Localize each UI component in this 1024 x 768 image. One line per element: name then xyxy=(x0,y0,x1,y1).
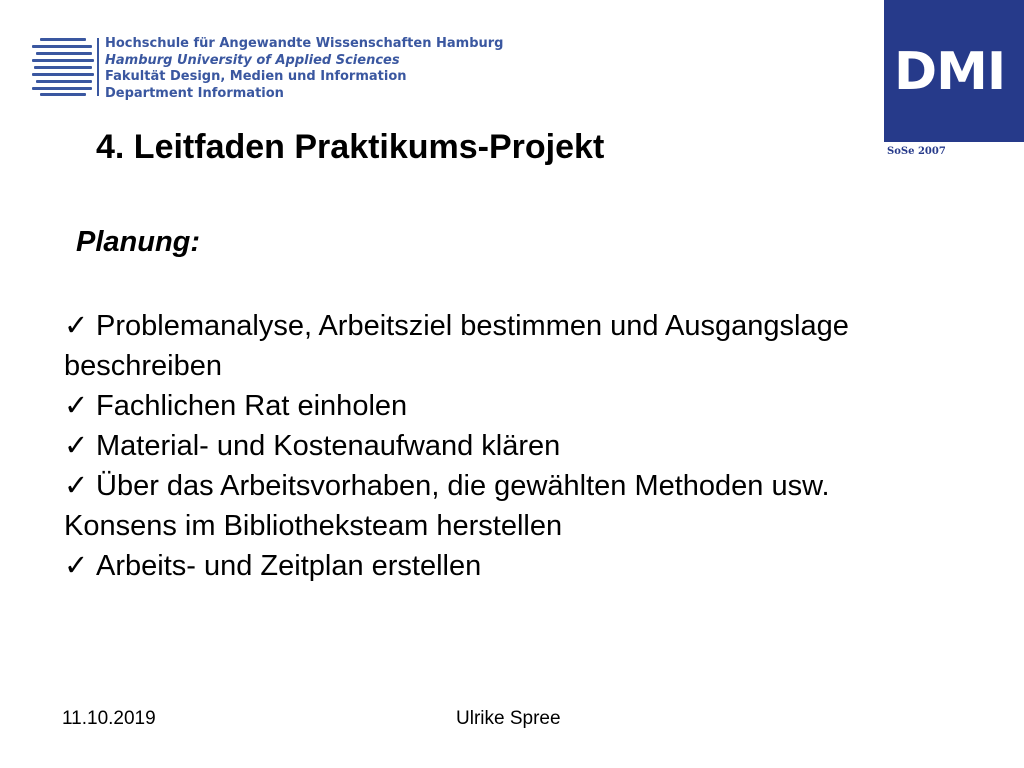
list-item-text: Material- und Kostenaufwand klären xyxy=(96,430,561,462)
checkmark-icon: ✓ xyxy=(64,430,89,462)
checkmark-icon: ✓ xyxy=(64,470,89,502)
institution-name xyxy=(105,36,503,102)
dmi-logo-text: DMI xyxy=(894,42,1006,102)
list-item xyxy=(64,306,924,386)
institution-line-4: Department Information xyxy=(105,85,284,101)
slide-subtitle: Planung: xyxy=(76,226,201,258)
list-item-text: Arbeits- und Zeitplan erstellen xyxy=(96,550,482,582)
checkmark-icon: ✓ xyxy=(64,390,89,422)
checkmark-icon: ✓ xyxy=(64,310,89,342)
slide-title: 4. Leitfaden Praktikums-Projekt xyxy=(96,128,605,166)
dmi-logo xyxy=(884,0,1024,142)
bullet-list xyxy=(64,306,924,586)
logo-divider xyxy=(97,38,99,96)
list-item xyxy=(64,386,924,426)
checkmark-icon: ✓ xyxy=(64,550,89,582)
institution-line-3: Fakultät Design, Medien und Information xyxy=(105,69,407,84)
term-label: SoSe 2007 xyxy=(887,146,946,157)
footer-date: 11.10.2019 xyxy=(62,708,156,729)
haw-logo-icon xyxy=(32,38,94,96)
footer-author: Ulrike Spree xyxy=(456,708,561,729)
list-item-text: Fachlichen Rat einholen xyxy=(96,390,408,422)
list-item xyxy=(64,546,924,586)
list-item xyxy=(64,466,924,546)
list-item-text: Problemanalyse, Arbeitsziel bestimmen und Ausgangslage beschreiben xyxy=(64,310,849,382)
list-item xyxy=(64,426,924,466)
institution-line-1: Hochschule für Angewandte Wissenschaften Hamburg xyxy=(105,36,504,51)
institution-line-2: Hamburg University of Applied Sciences xyxy=(105,52,400,68)
list-item-text: Über das Arbeitsvorhaben, die gewählten Methoden usw. Konsens im Bibliotheksteam herstellen xyxy=(64,470,830,542)
